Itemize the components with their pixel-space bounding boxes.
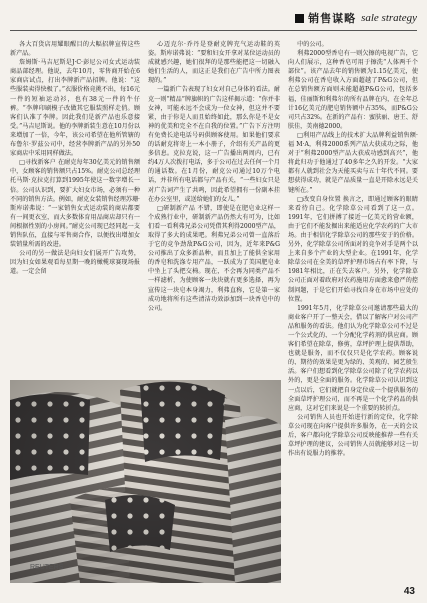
text-column-3 [288,40,418,585]
flag-shirts-photo [10,380,281,583]
section-title-cn: 销售谋略 [308,12,357,25]
section-title-en: sale strategy [361,12,417,24]
paragraph: 1991年5月，化学除草公司邀请那些最大的商业客户开了一整天会，借以了解客户对公司产品和服务的看法。他们认为化学除草公司不过是一个公式化的、一个分配化学药剂的供应商。顾客们希望在除草，修剪，草坪护理上提供帮助，也就是服务，而不仅仅只是化学农药。顾客说的、期待的效果是更为绿的、美观的、园艺般生活。客户们想看到化学除草公司除了化学农药以外的，更是全面的服务。化学除草公司认识到这一点以后，它们就把自身定位成一个提供服务的全面草坪护理公司，而不再是一个化学药品的供应商，这对它们来说是一个重要的转折点。 [288,304,418,412]
header-square-icon [295,14,304,23]
section-header [295,10,417,26]
paragraph: 心迈克尔·乔丹是登耐克牌充气运动鞋的英姿。斯库诺弗说：“要和妇女开拿对某位运动员的成就感兴趣，她们很拜的是那些能把这一切融入她们生活的人，而这正是我们在广告中所力图表现的。” [148,41,280,85]
paragraph: 利弗2000型香皂有一则欠擦的电视广告，它向人们展示，这种香皂可用于擦洗“人体两千个部位”。该产品去年的销售额为1.15亿美元，使利弗公司在香皂收入方面超越了P&G公司，但在总销售额方面则未能超越P&G公司，包括多福，佳丽斯和利弗尔的所有品牌在内，在全年总计16亿美元的肥皂销售额中占35%，而P&G公司只占32%。在新的产品有：蜜肤丽、唐王、舒肤佳，美南德2000。 [288,50,418,130]
text-column-1 [10,40,140,370]
paragraph: 公司销售人员也开始进行新的定位，化学除草公司现在向客户提供许多服务，在一天的会议后，客户都向化学除草公司反映能推荐一些有关草坪护理的建议，公司销售人员就能够对这一切作出有说服力的推荐。 [288,413,418,458]
photo-credit: REUTERS [30,564,64,571]
flag-fabric-illustration [10,380,281,583]
paragraph: 一篇新广告表现了妇女对自己身体的看法。耐克一则“精品”牌旗帜的广告这样揭示道：“你并非女神，可能永远不会成为一位女神，但这并不要紧，由于你是人而且始终如此，那么你是不是女神的优美和完全不在自我的位置。”广告下方注明有免费长途电话号码供顾客使用。如果他们要求的话耐克将寄上一本小册子，介绍有关产品的更多信息。克拉克说，这一广告播出两周内，已有约4万人次拨打电话，多于公司在过去任何一个月的通话数。在1月份，耐克公司通过10万个电话，并非所有电话都与产品有关，“一些妇女只是对广告词产生了共鸣，因此希望拥有一份副本挂在办公室里，或送给她们的女儿。” [148,86,280,203]
paragraph: 詹姆斯·马吉尼斯是J·C·彭尼公司女式运动装商品部经理。他说，去年10月，零售商开始在6家商店试点，打出李牌新产品招牌。他说：“这些服装卖得快极了。”衣服价格竟挑不出，每16元一件的短袖运动衫，也有38元一件的牛仔裤。“李牌印刷模子改做其它服装照样走俏。顾客们认准了李牌。因此我们是新产品也乐意接受。”马吉尼斯说。他的李牌新装生意在10月份以来增加了一倍，今年，该公司希望在他所管辖的布鲁尔·罗兹公司中，经营李牌新产品的另外50家商店中采用同样做法。 [10,59,140,158]
paragraph: 各大百货店用耀眼醒目的大幅招牌宣传这些新产品。 [10,41,140,58]
paragraph: □寻找新客户 在耐克每年30亿美元的销售额中，女顾客的销售额只占15%。耐克公司总经理托马斯·克拉克打算到1995年使这一数字增长一倍。公司认识到，要扩大妇女市场，必须有一种不同的销售方法。例如，耐克女装销售经理苏珊·斯库诺弗说：“一家销售女式运动装的商店都要有一间更衣室，而大多数体育用品商店却只有一间根据性别的小房间。”耐克公司现已经同起一支销售队伍，直接与零售商合作，以便找出增加女装销量所需的改进。 [10,159,140,249]
paragraph: 公司的另一做法是向妇女们展开广告攻势，因为妇女如果观看每星期一晚的橄榄球赛现场报道。一定会留 [10,250,140,276]
paragraph: 中的公司。 [297,41,328,48]
header-rule [10,30,417,31]
paragraph: □改变自身位置 换言之，即通过顾客的眼睛来看待自己。化学除草公司看到了这一点。1991年，它们拼搏了接近一亿美元的营业额，由于它们不能发掘出来能适应化学农药的广大市场。由于相信化学除草公司的那些安于的价格。另外，化学除草公司所面对的竞争对手是两个以上来自多个产业的大型企业。在1991年，化学除草公司在全美的草坪护理市场占有率下降，与1981年相比，正在失去客户。另外，化学除草公司正面对着政府对农药施用方面愈来愈严的控制问题，于是它们开始寻找自身在市场中应处的位置。 [288,195,418,303]
text-column-2 [148,40,280,370]
page-number: 43 [403,586,415,597]
paragraph: □利用产品线上的技术扩大品牌利益销售额·福 M·A，利弗2000系列产品大获成功之际，他对于“利弗2000型产品大获成功感到高兴”，他将此归功于他通过了40多年之久的开发。“大家都有人就到社会为天能买卖与五十年代不同。要想获得成功，就是产品质量一直是开除永远是关键所在。” [288,131,418,194]
paragraph: □研制新产品 不错，即使是在肥皂业这样一个成熟行业中，研制新产品仍然大有可为，比如们看一看利弗兄弟公司凭借其利得2000型产品，取得了多大的成果吧。利弗兄弟公司曾一直落后于它的竞争劲敌P&G公司，因为，近年来P&G公司推出了众多新品种，而且加上了能供全家用的香皂和洗涤专用产品，一跃成为了美国肥皂业中坐上了头把交椅。现在，不会再为同类产品不一样滤析，为使顾客一块块就有更多选择，再为宣传这一块皂本身竭力，利弗直称，它是第一家成功地将所有这些清洁功效添加到一块香皂中的公司。 [148,204,280,312]
